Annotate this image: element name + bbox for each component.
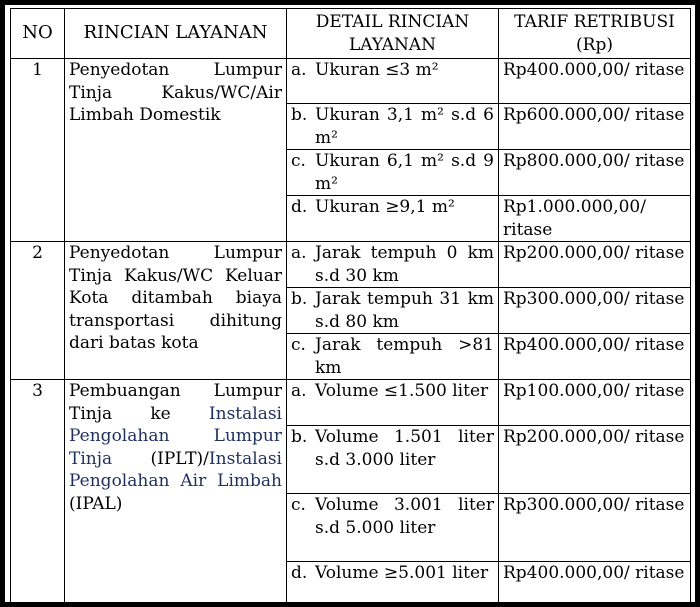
tariff-cell: Rp800.000,00/ ritase (499, 150, 691, 196)
detail-cell (287, 59, 499, 104)
service-description: Penyedotan Lumpur Tinja Kakus/WC/Air Limbah Domestik (65, 59, 287, 242)
tariff-cell: Rp1.000.000,00/ ritase (499, 196, 691, 242)
tariff-cell: Rp400.000,00/ ritase (499, 562, 691, 603)
tariff-cell: Rp100.000,00/ ritase (499, 380, 691, 426)
detail-cell (287, 334, 499, 380)
table-row (11, 59, 691, 104)
detail-text: Volume ≤1.500 liter (315, 381, 489, 401)
service-text-link: Instalasi Pengolahan Lumpur Tinja (69, 403, 282, 469)
detail-cell (287, 242, 499, 288)
detail-text: Ukuran ≥9,1 m² (315, 197, 455, 217)
row-number: 2 (11, 242, 65, 380)
detail-cell (287, 150, 499, 196)
header-rincian-layanan: RINCIAN LAYANAN (65, 9, 287, 59)
detail-cell (287, 426, 499, 494)
header-tarif-retribusi: TARIF RETRIBUSI (Rp) (499, 9, 691, 59)
tariff-cell: Rp400.000,00/ ritase (499, 59, 691, 104)
detail-cell (287, 380, 499, 426)
table-row (11, 380, 691, 426)
detail-marker: b. (291, 105, 308, 125)
table-row (11, 242, 691, 288)
detail-marker: b. (291, 427, 308, 447)
service-text: (IPAL) (69, 493, 123, 514)
service-text-link: Instalasi Pengolahan Air Limbah (69, 448, 282, 491)
row-number: 1 (11, 59, 65, 242)
tariff-cell: Rp600.000,00/ ritase (499, 104, 691, 150)
detail-marker: b. (291, 289, 308, 309)
header-detail-rincian: DETAIL RINCIAN LAYANAN (287, 9, 499, 59)
detail-marker: c. (291, 335, 306, 355)
detail-text: Ukuran 3,1 m² s.d 6 m² (315, 105, 494, 148)
detail-text: Volume 3.001 liter s.d 5.000 liter (315, 495, 494, 538)
tariff-cell: Rp300.000,00/ ritase (499, 288, 691, 334)
header-no: NO (11, 9, 65, 59)
tariff-cell: Rp200.000,00/ ritase (499, 242, 691, 288)
detail-text: Volume ≥5.001 liter (315, 563, 489, 583)
document-page (5, 5, 695, 602)
detail-text: Jarak tempuh >81 km (315, 335, 494, 378)
service-description (65, 380, 287, 603)
detail-marker: a. (291, 243, 307, 263)
detail-text: Volume 1.501 liter s.d 3.000 liter (315, 427, 494, 470)
detail-marker: c. (291, 151, 306, 171)
detail-cell (287, 104, 499, 150)
detail-cell (287, 494, 499, 562)
tariff-cell: Rp400.000,00/ ritase (499, 334, 691, 380)
detail-cell (287, 288, 499, 334)
detail-marker: d. (291, 563, 308, 583)
row-number: 3 (11, 380, 65, 603)
tariff-cell: Rp200.000,00/ ritase (499, 426, 691, 494)
detail-marker: d. (291, 197, 308, 217)
service-text: Pembuangan Lumpur Tinja ke (69, 381, 282, 424)
service-description: Penyedotan Lumpur Tinja Kakus/WC Keluar Kota ditambah biaya transportasi dihitung dari batas kota (65, 242, 287, 380)
detail-cell (287, 196, 499, 242)
detail-marker: a. (291, 60, 307, 80)
header-row (11, 9, 691, 59)
tariff-table (10, 8, 691, 602)
detail-marker: a. (291, 381, 307, 401)
detail-text: Jarak tempuh 31 km s.d 80 km (315, 289, 494, 332)
detail-marker: c. (291, 495, 306, 515)
detail-text: Ukuran ≤3 m² (315, 60, 439, 80)
detail-text: Jarak tempuh 0 km s.d 30 km (315, 243, 494, 286)
tariff-cell: Rp300.000,00/ ritase (499, 494, 691, 562)
detail-text: Ukuran 6,1 m² s.d 9 m² (315, 151, 494, 194)
service-text: (IPLT)/ (112, 448, 209, 469)
detail-cell (287, 562, 499, 603)
